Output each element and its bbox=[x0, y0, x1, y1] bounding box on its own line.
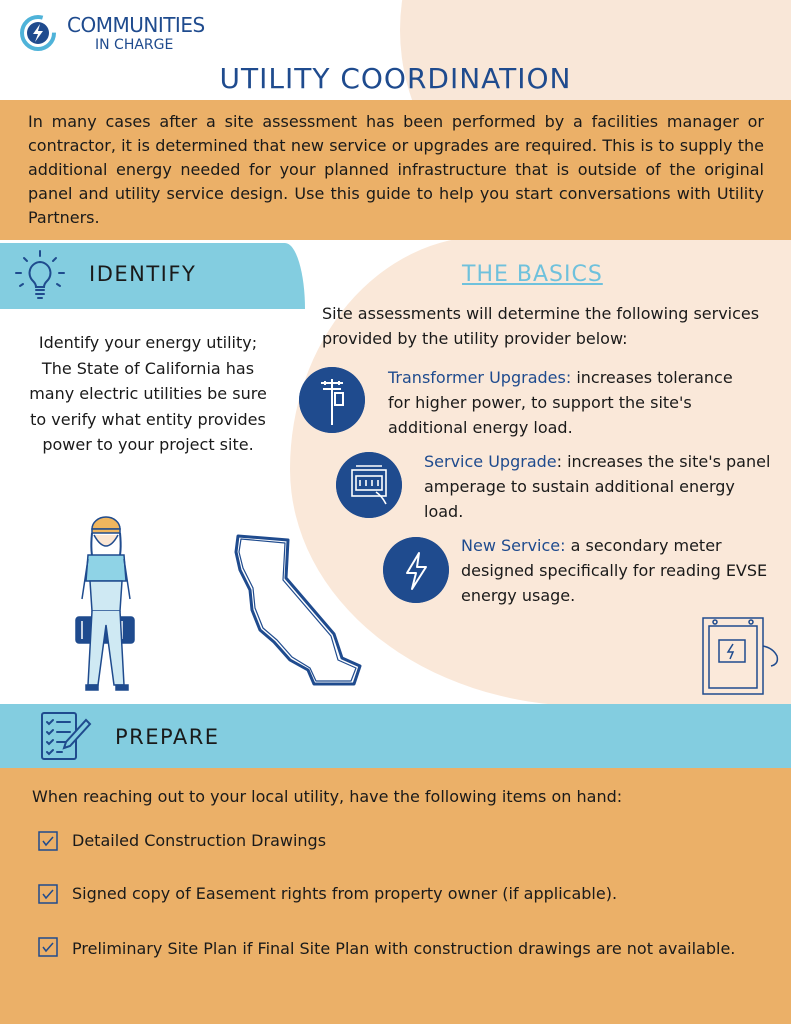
checklist-item: Preliminary Site Plan if Final Site Plan with construction drawings are not available. bbox=[72, 939, 736, 958]
service-transformer-upgrades bbox=[388, 365, 758, 440]
service-name: Service Upgrade bbox=[424, 452, 557, 471]
panel-upgrade-icon bbox=[336, 452, 402, 518]
basics-heading: THE BASICS bbox=[462, 262, 603, 287]
basics-intro: Site assessments will determine the following services provided by the utility provider below: bbox=[322, 304, 760, 348]
lightning-icon bbox=[383, 537, 449, 603]
intro-paragraph: In many cases after a site assessment has been performed by a facilities manager or contractor, it is determined that new service or upgrades are required. This is to supply the additional energy needed for your planned infrastructure that is outside of the original panel and utility service design. Use this guide to help you start conversations with Utility Partners. bbox=[28, 112, 764, 227]
prepare-intro: When reaching out to your local utility, have the following items on hand: bbox=[32, 787, 623, 806]
service-new-service bbox=[461, 533, 771, 608]
identify-paragraph: Identify your energy utility; The State of California has many electric utilities be sure to verify what entity provides power to your project site. bbox=[29, 333, 267, 454]
checkbox-checked-icon bbox=[38, 937, 58, 957]
prepare-heading: PREPARE bbox=[115, 725, 220, 749]
checklist-item: Detailed Construction Drawings bbox=[72, 831, 327, 850]
service-name: New Service: bbox=[461, 536, 566, 555]
logo-line-1: COMMUNITIES bbox=[67, 13, 205, 37]
identify-heading: IDENTIFY bbox=[89, 262, 197, 286]
transformer-pole-icon bbox=[299, 367, 365, 433]
electrical-box-illustration bbox=[695, 612, 785, 698]
checkbox-checked-icon bbox=[38, 884, 58, 904]
utility-worker-illustration bbox=[62, 515, 152, 695]
california-map-icon bbox=[230, 530, 370, 690]
service-description: a secondary meter designed specifically for reading EVSE energy usage. bbox=[461, 536, 768, 605]
service-service-upgrade bbox=[424, 449, 774, 524]
checklist-item: Signed copy of Easement rights from property owner (if applicable). bbox=[72, 884, 618, 903]
service-description: increases tolerance for higher power, to support the site's additional energy load. bbox=[388, 368, 733, 437]
page-title: UTILITY COORDINATION bbox=[219, 62, 572, 95]
checkbox-checked-icon bbox=[38, 831, 58, 851]
checklist-icon bbox=[38, 710, 92, 762]
communities-in-charge-logo-icon bbox=[18, 13, 58, 53]
logo-line-2: IN CHARGE bbox=[95, 37, 174, 53]
service-name: Transformer Upgrades: bbox=[388, 368, 572, 387]
service-description: : increases the site's panel amperage to sustain additional energy load. bbox=[424, 452, 771, 521]
lightbulb-icon bbox=[12, 248, 68, 304]
